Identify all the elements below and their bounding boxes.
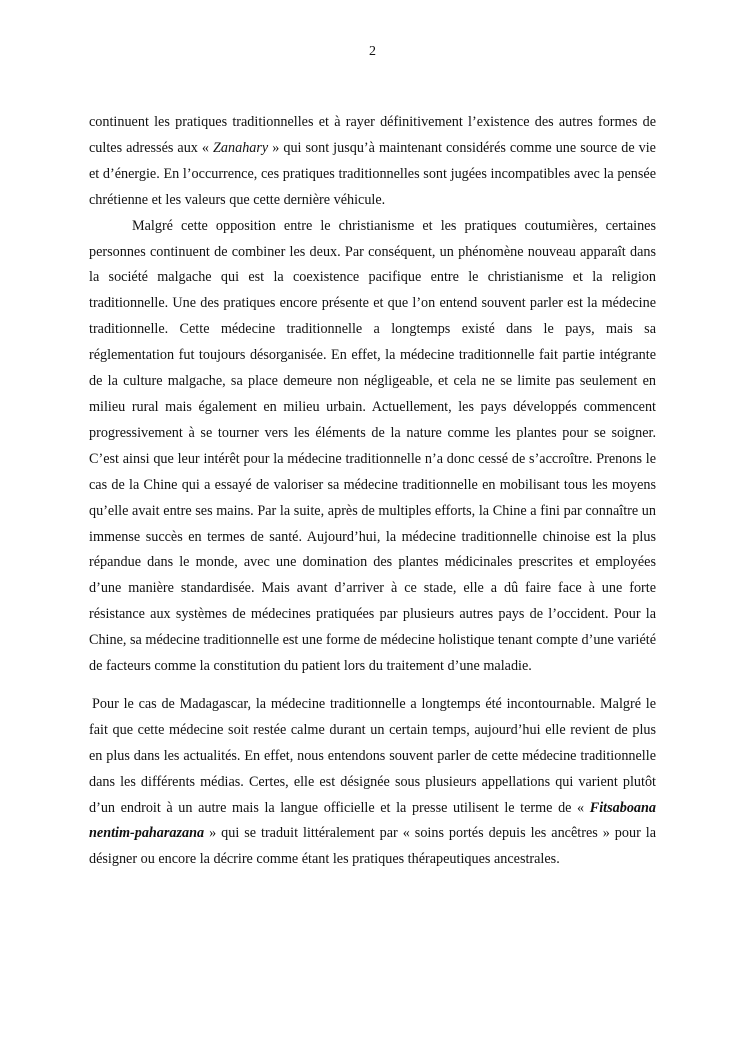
- page-number: 2: [369, 44, 376, 59]
- document-body: [89, 110, 656, 873]
- paragraph-3-text-after-term: » qui se traduit littéralement par « soins portés depuis les ancêtres » pour la désigner ou encore la décrire comme étant les pratiques thérapeutiques ancestrales.: [89, 825, 656, 868]
- term-fitsaboana: Fitsaboana nentim-paharazana: [89, 799, 656, 842]
- paragraph-3: [89, 692, 656, 873]
- paragraph-3-text-before-term: Pour le cas de Madagascar, la médecine traditionnelle a longtemps été incontournable. Malgré le fait que cette médecine soit restée calme durant un certain temps, aujourd’hui elle revient de plus en plus dans les actualités. En effet, nous entendons souvent parler de cette médecine traditionnelle dans les différents médias. Certes, elle est désignée sous plusieurs appellations qui varient plutôt d’un endroit à un autre mais la langue officielle et la presse utilisent le terme de «: [89, 695, 656, 816]
- term-zanahary: Zanahary: [213, 139, 269, 156]
- paragraph-1: [89, 110, 656, 214]
- paragraph-1-text-before-term: continuent les pratiques traditionnelles et à rayer définitivement l’existence des autres formes de cultes adressés aux «: [89, 114, 656, 156]
- paragraph-2: Malgré cette opposition entre le christianisme et les pratiques coutumières, certaines personnes continuent de combiner les deux. Par conséquent, un phénomène nouveau apparaît dans la société malgache qui est la coexistence pacifique entre le christianisme et la religion traditionnelle. Une des pratiques encore présente et que l’on entend souvent parler est la médecine traditionnelle. Cette médecine traditionnelle a longtemps existé dans le pays, mais sa réglementation fut toujours désorganisée. En effet, la médecine traditionnelle fait partie intégrante de la culture malgache, sa place demeure non négligeable, et cela ne se limite pas seulement en milieu rural mais également en milieu urbain. Actuellement, les pays développés commencent progressivement à se tourner vers les éléments de la nature comme les plantes pour se soigner. C’est ainsi que leur intérêt pour la médecine traditionnelle n’a donc cessé de s’accroître. Prenons le cas de la Chine qui a essayé de valoriser sa médecine traditionnelle en mobilisant tous les moyens qu’elle avait entre ses mains. Par la suite, après de multiples efforts, la Chine a fini par connaître un immense succès en termes de santé. Aujourd’hui, la médecine traditionnelle chinoise est la plus répandue dans le monde, avec une domination des plantes médicinales prescrites et employées d’une manière standardisée. Mais avant d’arriver à ce stade, elle a dû faire face à une forte résistance aux systèmes de médecines pratiquées par plusieurs autres pays de l’occident. Pour la Chine, sa médecine traditionnelle est une forme de médecine holistique tenant compte d’une variété de facteurs comme la constitution du patient lors du traitement d’une maladie.: [89, 217, 656, 675]
- paragraph-1-text-after-term: » qui sont jusqu’à maintenant considérés comme une source de vie et d’énergie. En l’occurrence, ces pratiques traditionnelles sont jugées incompatibles avec la pensée chrétienne et les valeurs que cette dernière véhicule.: [89, 139, 656, 208]
